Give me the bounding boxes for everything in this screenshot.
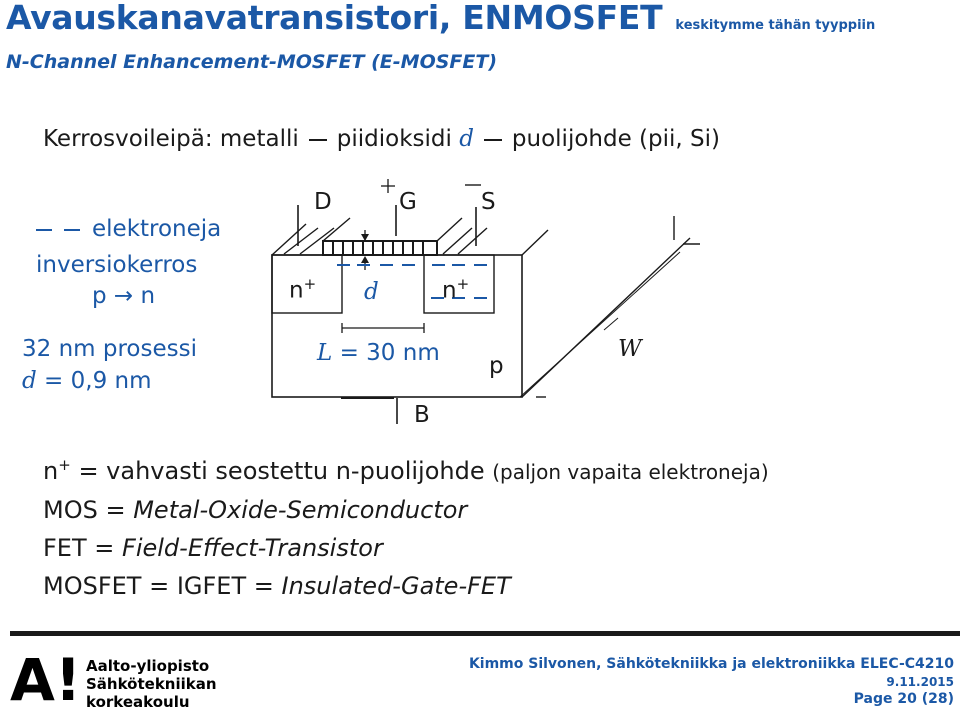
definition-mosfet xyxy=(43,567,769,605)
process-label: 32 nm prosessi xyxy=(22,336,197,362)
abbreviation: FET = xyxy=(43,534,115,562)
definition-n-plus xyxy=(43,446,769,491)
drain-contact xyxy=(284,228,318,254)
layer-text-metal: Kerrosvoileipä: metalli xyxy=(43,126,299,152)
page-subtitle: N-Channel Enhancement-MOSFET (E-MOSFET) xyxy=(6,51,498,73)
layer-text-oxide: piidioksidi xyxy=(336,126,452,152)
abbreviation: MOS = xyxy=(43,496,126,524)
abbreviation-expansion: Metal-Oxide-Semiconductor xyxy=(133,496,468,524)
footer-date: 9.11.2015 xyxy=(886,675,954,689)
school-name-line: Aalto-yliopisto xyxy=(86,657,210,675)
oxide-arrow-head xyxy=(361,256,369,263)
width-label: W xyxy=(618,336,642,362)
inversion-label: inversiokerros xyxy=(36,252,198,278)
footer-author: Kimmo Silvonen, Sähkötekniikka ja elektroniikka ELEC-C4210 xyxy=(468,656,954,672)
aalto-logo-icon: A! xyxy=(10,646,82,714)
width-marker xyxy=(604,318,618,330)
gate-top-edge xyxy=(323,218,350,241)
drain-n-plus-label xyxy=(289,275,316,304)
electron-label: elektroneja xyxy=(92,216,222,242)
school-name-line: Sähkötekniikan xyxy=(86,675,217,693)
source-contact xyxy=(458,228,487,254)
source-label: S xyxy=(481,189,496,215)
width-line xyxy=(520,252,680,397)
plus-superscript: + xyxy=(303,275,317,293)
definition-note: (paljon vapaita elektroneja) xyxy=(492,460,769,484)
oxide-arrow-head xyxy=(361,234,369,241)
layer-text-semiconductor: puolijohde (pii, Si) xyxy=(511,126,720,152)
n-symbol: n xyxy=(43,457,59,485)
oxide-symbol: d xyxy=(459,126,474,152)
perspective-line xyxy=(522,230,548,255)
plus-superscript: + xyxy=(456,275,470,293)
channel-length xyxy=(317,340,440,366)
plus-superscript: + xyxy=(58,456,71,474)
thickness-symbol: d xyxy=(22,368,37,394)
thickness-value: = 0,9 nm xyxy=(44,368,152,394)
substrate-p-label: p xyxy=(489,353,504,379)
footer-divider xyxy=(10,631,960,636)
arrow-right-icon: → xyxy=(113,283,134,309)
abbreviation-expansion: Field-Effect-Transistor xyxy=(122,534,383,562)
n-symbol: n xyxy=(289,277,304,304)
school-name xyxy=(86,657,217,711)
n-symbol: n xyxy=(442,277,457,304)
abbreviation: MOSFET = IGFET = xyxy=(43,572,274,600)
page-title: Avauskanavatransistori, ENMOSFET xyxy=(6,0,663,37)
oxide-d-label: d xyxy=(364,279,379,305)
gate-top-edge xyxy=(437,218,462,241)
definitions-block xyxy=(43,446,769,605)
school-name-line: korkeakoulu xyxy=(86,693,190,711)
perspective-line xyxy=(522,238,690,397)
drain-label: D xyxy=(314,189,332,215)
p-type-label: p xyxy=(92,283,107,309)
definition-mos xyxy=(43,491,769,529)
definition-text: = vahvasti seostettu n-puolijohde xyxy=(78,457,485,485)
source-n-plus-label xyxy=(442,275,469,304)
gate-label: G xyxy=(399,189,417,215)
abbreviation-expansion: Insulated-Gate-FET xyxy=(281,572,511,600)
gate-oxide xyxy=(323,241,437,255)
n-type-label: n xyxy=(140,283,156,309)
definition-fet xyxy=(43,529,769,567)
page-number: Page 20 (28) xyxy=(853,691,954,707)
bulk-label: B xyxy=(414,402,430,428)
title-note: keskitymme tähän tyyppiin xyxy=(675,18,876,33)
length-value: = 30 nm xyxy=(339,340,440,366)
length-symbol: L xyxy=(317,340,333,366)
